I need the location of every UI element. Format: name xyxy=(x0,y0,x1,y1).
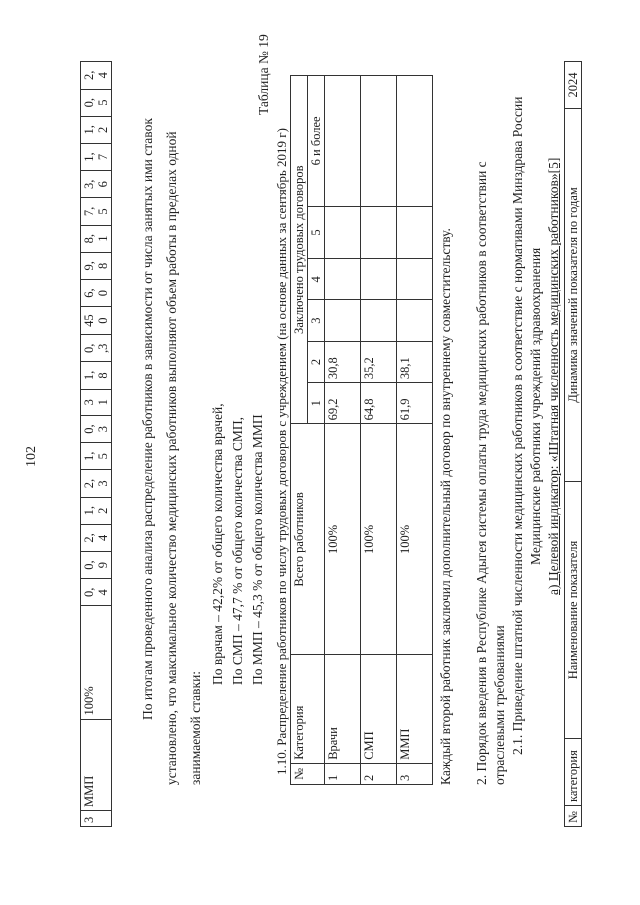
cell-line: 4 xyxy=(96,534,110,542)
row-value: 35,2 xyxy=(361,341,397,382)
row-total: 100% xyxy=(361,424,397,655)
after-table-text: Каждый второй работник заключил дополнительный договор по внутреннему совместительству. xyxy=(438,228,453,785)
total-cell: 100% xyxy=(81,606,112,719)
category-cell: ММП xyxy=(81,719,112,810)
cell-line: 3, xyxy=(82,179,96,189)
cell-line: 45 xyxy=(82,314,96,327)
cell-line: 7, xyxy=(82,206,96,217)
cell-line: 4 xyxy=(96,589,110,596)
cell-line: 0 xyxy=(96,289,110,297)
row-value xyxy=(397,206,433,258)
page-number: 102 xyxy=(24,446,39,467)
row-value xyxy=(397,300,433,341)
cell-line: 5 xyxy=(96,453,110,460)
sub-3: 3 xyxy=(308,300,325,341)
cell-line: 1, xyxy=(82,370,96,381)
cell-line: 1, xyxy=(82,451,96,461)
cell-line: 0, xyxy=(82,560,96,570)
row-total: 100% xyxy=(397,424,433,655)
header-category: Категория xyxy=(291,655,325,763)
cell-line: 3 xyxy=(96,425,110,433)
cell-line: 0, xyxy=(82,343,96,353)
row-value: 69,2 xyxy=(325,383,361,424)
bullet-smp: По СМП – 47,7 % от общего количества СМП, xyxy=(230,416,245,685)
row-category: Врачи xyxy=(325,655,361,763)
cell-line: 7 xyxy=(96,153,110,161)
para1-line2: установлено, что максимальное количество медицинских работников выполняют объем работы в пределах одной xyxy=(164,131,179,785)
top-table-cell xyxy=(81,198,112,225)
top-table-cell xyxy=(81,579,112,606)
header-total: Всего работников xyxy=(291,424,325,655)
subtitle: Медицинские работники учреждений здравоохранения xyxy=(528,247,543,565)
row-value xyxy=(325,259,361,300)
table19-label: Таблица № 19 xyxy=(256,34,271,115)
sub-2: 2 xyxy=(308,341,325,382)
cell-line: 1 xyxy=(96,235,110,242)
cell-line: 1 xyxy=(96,399,110,406)
top-table-cell xyxy=(81,524,112,551)
table19-header xyxy=(291,76,308,785)
header-contracts: Заключено трудовых договоров xyxy=(291,76,308,424)
bullet-doctors: По врачам – 42,2% от общего количества врачей, xyxy=(210,403,225,685)
cell-line: 6, xyxy=(82,288,96,298)
row-number: 3 xyxy=(81,810,112,826)
top-table-cell xyxy=(81,415,112,442)
cell-line: 2 xyxy=(96,507,110,514)
top-table-cell xyxy=(81,143,112,170)
cell-line: 4 xyxy=(96,72,110,79)
sub-1: 1 xyxy=(308,383,325,424)
row-no: 2 xyxy=(361,763,397,784)
cell-line: 3 xyxy=(96,480,110,487)
top-table-cell xyxy=(81,470,112,497)
top-table-cell xyxy=(81,362,112,389)
top-table-cell xyxy=(81,89,112,116)
cell-line: 8, xyxy=(82,233,96,244)
top-table-cell xyxy=(81,552,112,579)
top-table-cell xyxy=(81,225,112,252)
table-row xyxy=(397,76,433,785)
sub-5: 5 xyxy=(308,206,325,258)
row-value xyxy=(325,300,361,341)
cell-line: 9 xyxy=(96,561,110,569)
row-value xyxy=(361,300,397,341)
cell-line: 2, xyxy=(82,478,96,489)
row-value xyxy=(325,76,361,207)
top-table-cell xyxy=(81,116,112,143)
section2-line2: отраслевыми требованиями xyxy=(492,625,507,785)
bottom-header-category: категория xyxy=(565,739,582,806)
row-value xyxy=(325,206,361,258)
row-no: 1 xyxy=(325,763,361,784)
cell-line: 0 xyxy=(96,317,110,324)
row-value: 38,1 xyxy=(397,341,433,382)
row-value: 61,9 xyxy=(397,383,433,424)
cell-line: 8 xyxy=(96,262,110,269)
cell-line: 5 xyxy=(96,208,110,215)
para1-line3: занимаемой ставки: xyxy=(188,670,203,785)
cell-line: 8 xyxy=(96,372,110,379)
bottom-header-year: 2024 xyxy=(565,62,582,109)
top-table-cell xyxy=(81,389,112,415)
bottom-header-dynamics: Динамика значений показателя по годам xyxy=(565,109,582,482)
bottom-table xyxy=(564,61,582,827)
cell-line: 2 xyxy=(96,126,110,133)
table19 xyxy=(290,75,433,785)
sub-6: 6 и более xyxy=(308,76,325,207)
table-row xyxy=(361,76,397,785)
top-table-cell xyxy=(81,497,112,524)
row-no: 3 xyxy=(397,763,433,784)
cell-line: 5 xyxy=(96,99,110,106)
cell-line: ,3 xyxy=(96,343,110,353)
top-table xyxy=(80,61,112,827)
row-value xyxy=(397,76,433,207)
header-no: № xyxy=(291,763,325,784)
row-value: 64,8 xyxy=(361,383,397,424)
row-category: СМП xyxy=(361,655,397,763)
row-value: 30,8 xyxy=(325,341,361,382)
row-total: 100% xyxy=(325,424,361,655)
row-value xyxy=(361,259,397,300)
row-value xyxy=(361,76,397,207)
section2-line1: 2. Порядок введения в Республике Адыгея системы оплаты труда медицинских работников в соответствии с xyxy=(474,161,489,785)
cell-line: 2, xyxy=(82,70,96,80)
top-table-cell xyxy=(81,279,112,306)
top-table-cell xyxy=(81,443,112,470)
cell-line: 0, xyxy=(82,424,96,434)
section21-title: 2.1. Приведение штатной численности медицинских работников в соответствие с нормативами Минздрава России xyxy=(510,96,525,755)
top-table-cell xyxy=(81,252,112,279)
row-value xyxy=(361,206,397,258)
top-table-cell xyxy=(81,62,112,90)
top-table-row xyxy=(81,62,112,827)
cell-line: 9, xyxy=(82,261,96,271)
cell-line: 1, xyxy=(82,152,96,162)
row-value xyxy=(397,259,433,300)
bottom-table-header xyxy=(565,62,582,827)
bottom-header-name: Наименование показателя xyxy=(565,482,582,739)
indicator-title: а) Целевой индикатор: «Штатная численность медицинских работников»[5] xyxy=(546,157,561,595)
top-table-cell xyxy=(81,171,112,198)
cell-line: 0, xyxy=(82,587,96,597)
top-table-cell xyxy=(81,307,112,335)
table-row xyxy=(325,76,361,785)
cell-line: 3 xyxy=(82,399,96,406)
cell-line: 6 xyxy=(96,181,110,188)
bullet-mmp: По ММП – 45,3 % от общего количества ММП xyxy=(250,414,265,685)
cell-line: 2, xyxy=(82,533,96,543)
sub-4: 4 xyxy=(308,259,325,300)
table19-caption: 1.10. Распределение работников по числу трудовых договоров с учреждением (на основе данных за сентябрь 2019 г) xyxy=(274,128,289,775)
bottom-header-no: № xyxy=(565,806,582,827)
para1-line1: По итогам проведенного анализа распределение работников в зависимости от числа занятых ими ставок xyxy=(140,118,155,720)
cell-line: 1, xyxy=(82,125,96,135)
top-table-cell xyxy=(81,335,112,362)
cell-line: 0, xyxy=(82,97,96,108)
cell-line: 1, xyxy=(82,506,96,516)
row-category: ММП xyxy=(397,655,433,763)
